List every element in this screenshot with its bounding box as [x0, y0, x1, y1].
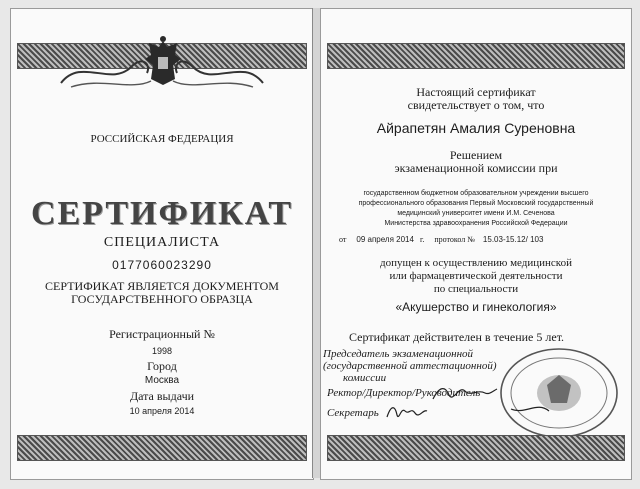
- issue-date-label: Дата выдачи: [129, 389, 195, 403]
- chair-line-2: (государственной аттестационной): [323, 360, 497, 372]
- institution-line-4: Министерства здравоохранения Российской Федерации: [384, 220, 568, 227]
- statement-line-1: СЕРТИФИКАТ ЯВЛЯЕТСЯ ДОКУМЕНТОМ: [45, 279, 279, 293]
- from-label: от: [339, 235, 347, 244]
- registration-label: Регистрационный №: [109, 327, 215, 341]
- country-name: РОССИЙСКАЯ ФЕДЕРАЦИЯ: [90, 133, 234, 145]
- validity-statement: Сертификат действителен в течение 5 лет.: [349, 330, 565, 344]
- secretary-label: Секретарь: [327, 407, 379, 419]
- admitted-line-3: по специальности: [433, 283, 519, 295]
- coat-of-arms-icon: [143, 35, 183, 89]
- registration-number: 1998: [151, 346, 173, 356]
- city-value: Москва: [144, 375, 180, 386]
- decision-line-1: Решением: [449, 148, 503, 162]
- chair-signature: [429, 381, 499, 403]
- statement-line-2: ГОСУДАРСТВЕННОГО ОБРАЗЦА: [71, 292, 253, 306]
- chair-line-3: комиссии: [343, 372, 387, 384]
- certificate-subtitle: СПЕЦИАЛИСТА: [103, 235, 221, 250]
- official-seal: [497, 345, 621, 441]
- secretary-signature: [383, 401, 429, 423]
- decision-line-2: экзаменационной комиссии при: [394, 161, 558, 175]
- intro-line-2: свидетельствует о том, что: [407, 98, 545, 112]
- protocol-label: протокол №: [434, 235, 475, 244]
- decision-date: 09 апреля 2014: [356, 235, 414, 244]
- ornamental-band-bottom: [17, 435, 307, 461]
- year-suffix: г.: [419, 235, 425, 244]
- city-label: Город: [147, 359, 177, 373]
- institution-line-3: медицинский университет имени И.М. Сеченова: [397, 210, 555, 217]
- institution-line-2: профессионального образования Первый Московский государственный: [358, 200, 594, 207]
- ornamental-band-top: [327, 43, 625, 69]
- protocol-number: 15.03-15.12/ 103: [482, 235, 544, 244]
- certificate-left-page: [10, 8, 314, 480]
- holder-name: Айрапетян Амалия Суреновна: [376, 120, 576, 136]
- certificate-title: СЕРТИФИКАТ: [30, 195, 294, 232]
- ornamental-band-bottom: [327, 435, 625, 461]
- institution-line-1: государственном бюджетном образовательном учреждении высшего: [363, 190, 589, 197]
- protocol-row: [339, 235, 543, 244]
- admitted-line-1: допущен к осуществлению медицинской: [380, 257, 572, 269]
- intro-line-1: Настоящий сертификат: [416, 85, 536, 99]
- rector-label: Ректор/Директор/Руководитель: [327, 387, 481, 399]
- certificate-number: 0177060023290: [112, 258, 212, 272]
- certificate-right-page: [320, 8, 632, 480]
- issue-date-value: 10 апреля 2014: [129, 406, 195, 416]
- specialty: «Акушерство и гинекология»: [395, 300, 557, 314]
- admitted-line-2: или фармацевтической деятельности: [389, 270, 563, 282]
- chair-line-1: Председатель экзаменационной: [323, 348, 474, 360]
